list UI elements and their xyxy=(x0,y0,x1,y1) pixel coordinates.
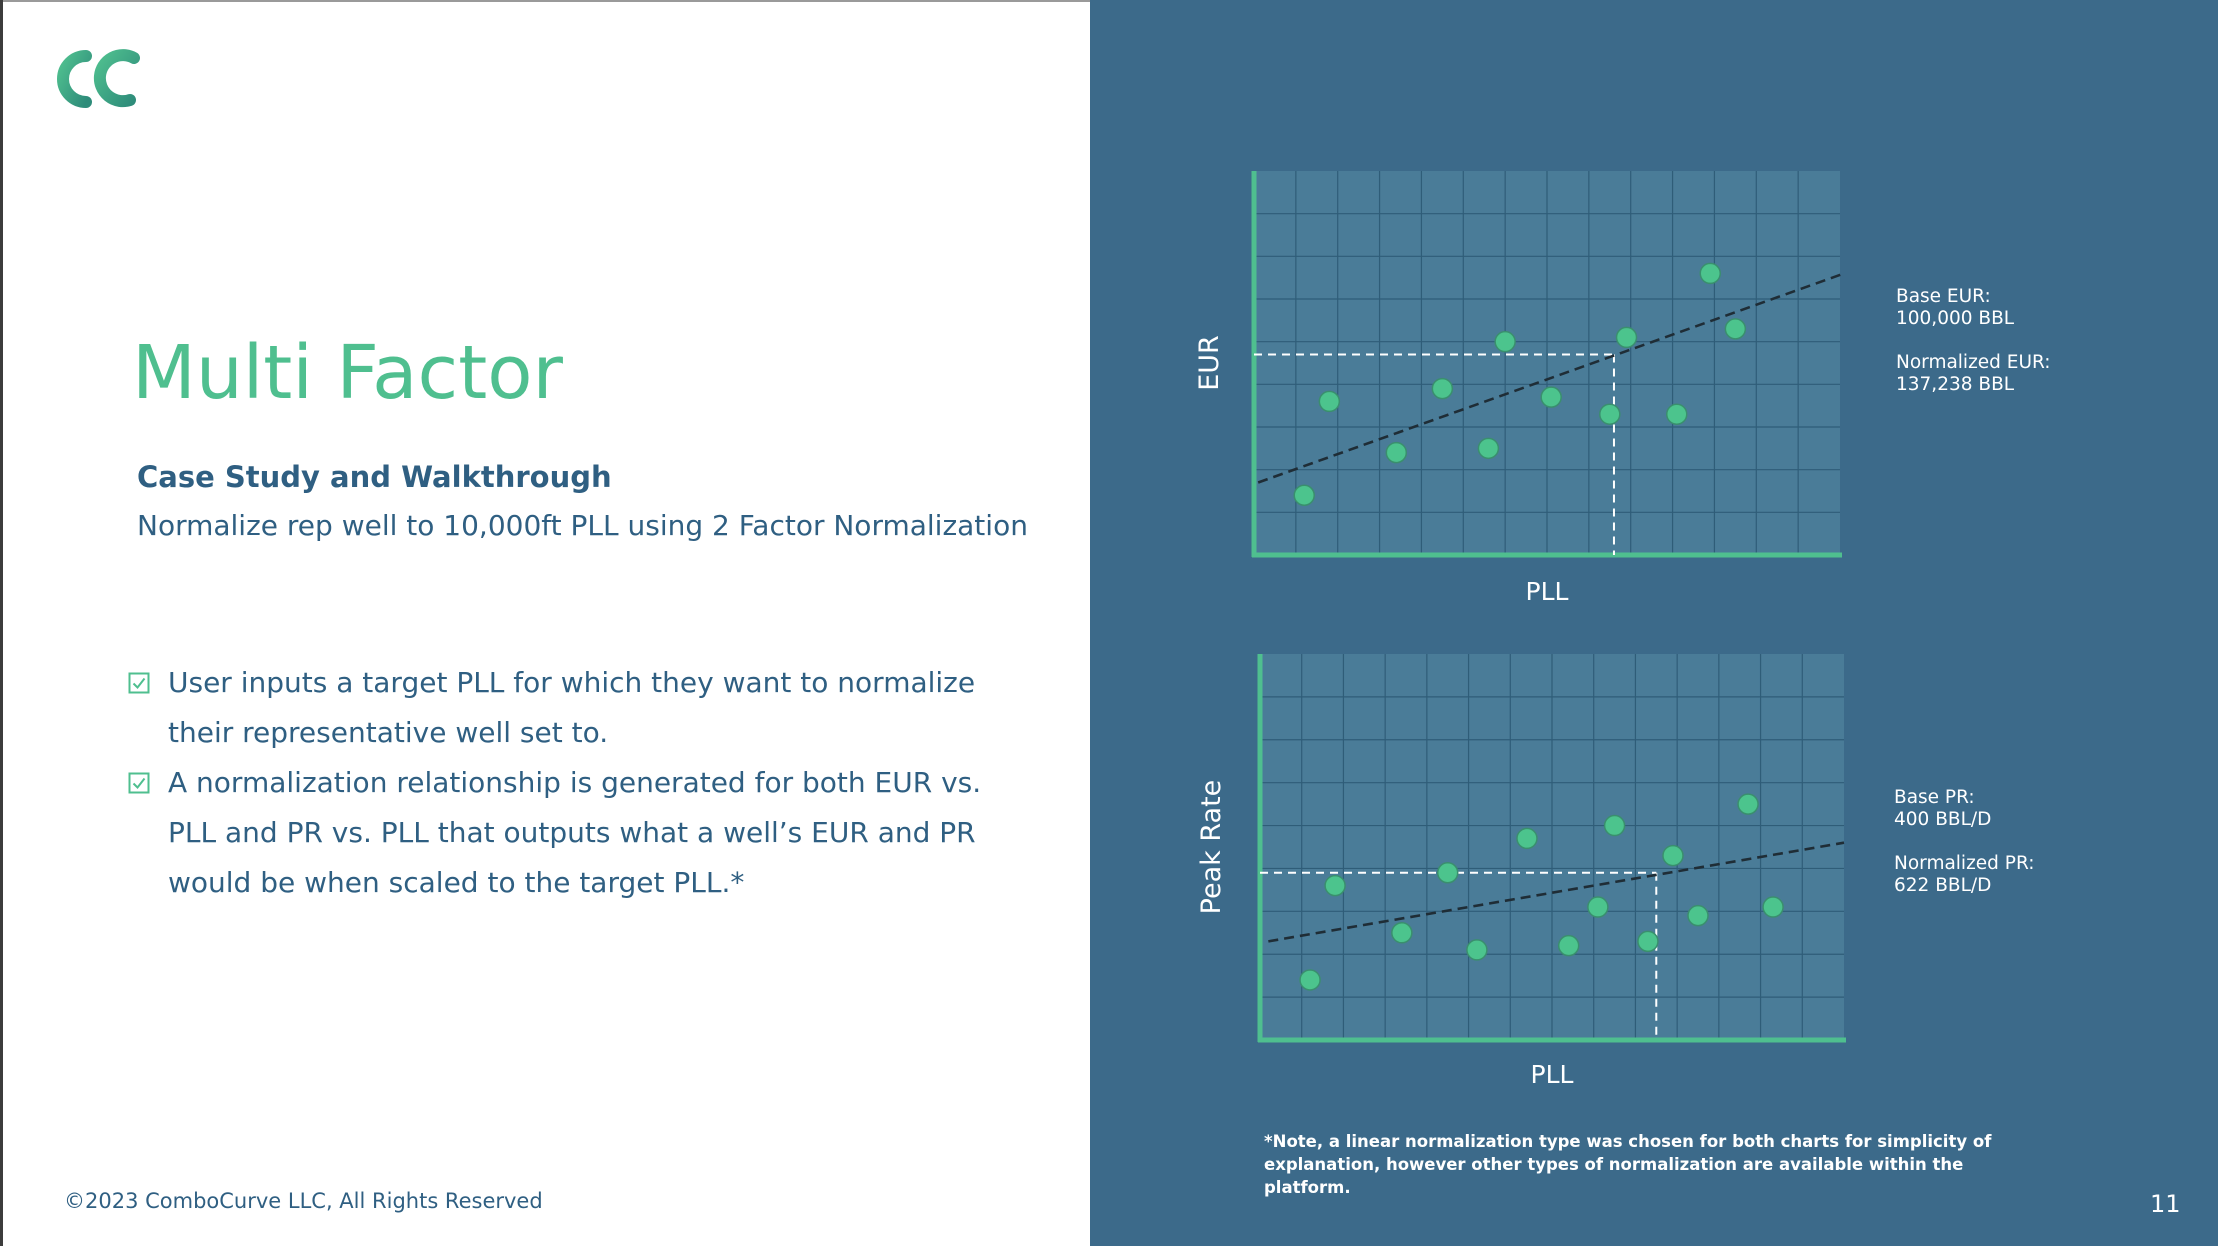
data-point xyxy=(1541,387,1561,407)
annotation-label: Base EUR: xyxy=(1896,286,1991,307)
page-subtitle: Case Study and Walkthrough xyxy=(137,460,612,494)
y-axis-label: EUR xyxy=(1194,335,1225,391)
page-number: 11 xyxy=(2150,1190,2181,1218)
footnote: *Note, a linear normalization type was chosen for both charts for simplicity of explanation, however other types of normalization are available within the platform. xyxy=(1264,1132,1992,1197)
bullet-text: User inputs a target PLL for which they want to normalize their representative well set to. xyxy=(168,666,976,749)
data-point xyxy=(1294,485,1314,505)
data-point xyxy=(1495,332,1515,352)
data-point xyxy=(1517,828,1537,848)
data-point xyxy=(1559,936,1579,956)
bullet-text: A normalization relationship is generated for both EUR vs. PLL and PR vs. PLL that outputs what a well’s EUR and PR would be when scaled to the target PLL.* xyxy=(168,766,982,899)
annotation-label: Normalized EUR: xyxy=(1896,352,2051,373)
data-point xyxy=(1638,931,1658,951)
data-point xyxy=(1663,846,1683,866)
data-point xyxy=(1432,379,1452,399)
data-point xyxy=(1600,404,1620,424)
data-point xyxy=(1738,794,1758,814)
data-point xyxy=(1467,940,1487,960)
annotation-label: Base PR: xyxy=(1894,787,1975,808)
y-axis-label: Peak Rate xyxy=(1196,779,1227,915)
data-point xyxy=(1763,897,1783,917)
data-point xyxy=(1300,970,1320,990)
data-point xyxy=(1438,863,1458,883)
data-point xyxy=(1605,816,1625,836)
data-point xyxy=(1617,327,1637,347)
data-point xyxy=(1667,404,1687,424)
data-point xyxy=(1588,897,1608,917)
data-point xyxy=(1725,319,1745,339)
data-point xyxy=(1688,906,1708,926)
page-title: Multi Factor xyxy=(132,330,563,416)
annotation-value: 100,000 BBL xyxy=(1896,308,2015,329)
annotation-value: 400 BBL/D xyxy=(1894,809,1992,830)
data-point xyxy=(1386,443,1406,463)
copyright-text: ©2023 ComboCurve LLC, All Rights Reserved xyxy=(64,1189,543,1213)
annotation-value: 622 BBL/D xyxy=(1894,875,1992,896)
data-point xyxy=(1478,438,1498,458)
data-point xyxy=(1325,876,1345,896)
page-description: Normalize rep well to 10,000ft PLL using 2 Factor Normalization xyxy=(137,509,1028,542)
x-axis-label: PLL xyxy=(1525,577,1569,606)
data-point xyxy=(1319,391,1339,411)
data-point xyxy=(1700,263,1720,283)
data-point xyxy=(1392,923,1412,943)
annotation-value: 137,238 BBL xyxy=(1896,374,2015,395)
x-axis-label: PLL xyxy=(1530,1060,1574,1089)
annotation-label: Normalized PR: xyxy=(1894,853,2035,874)
